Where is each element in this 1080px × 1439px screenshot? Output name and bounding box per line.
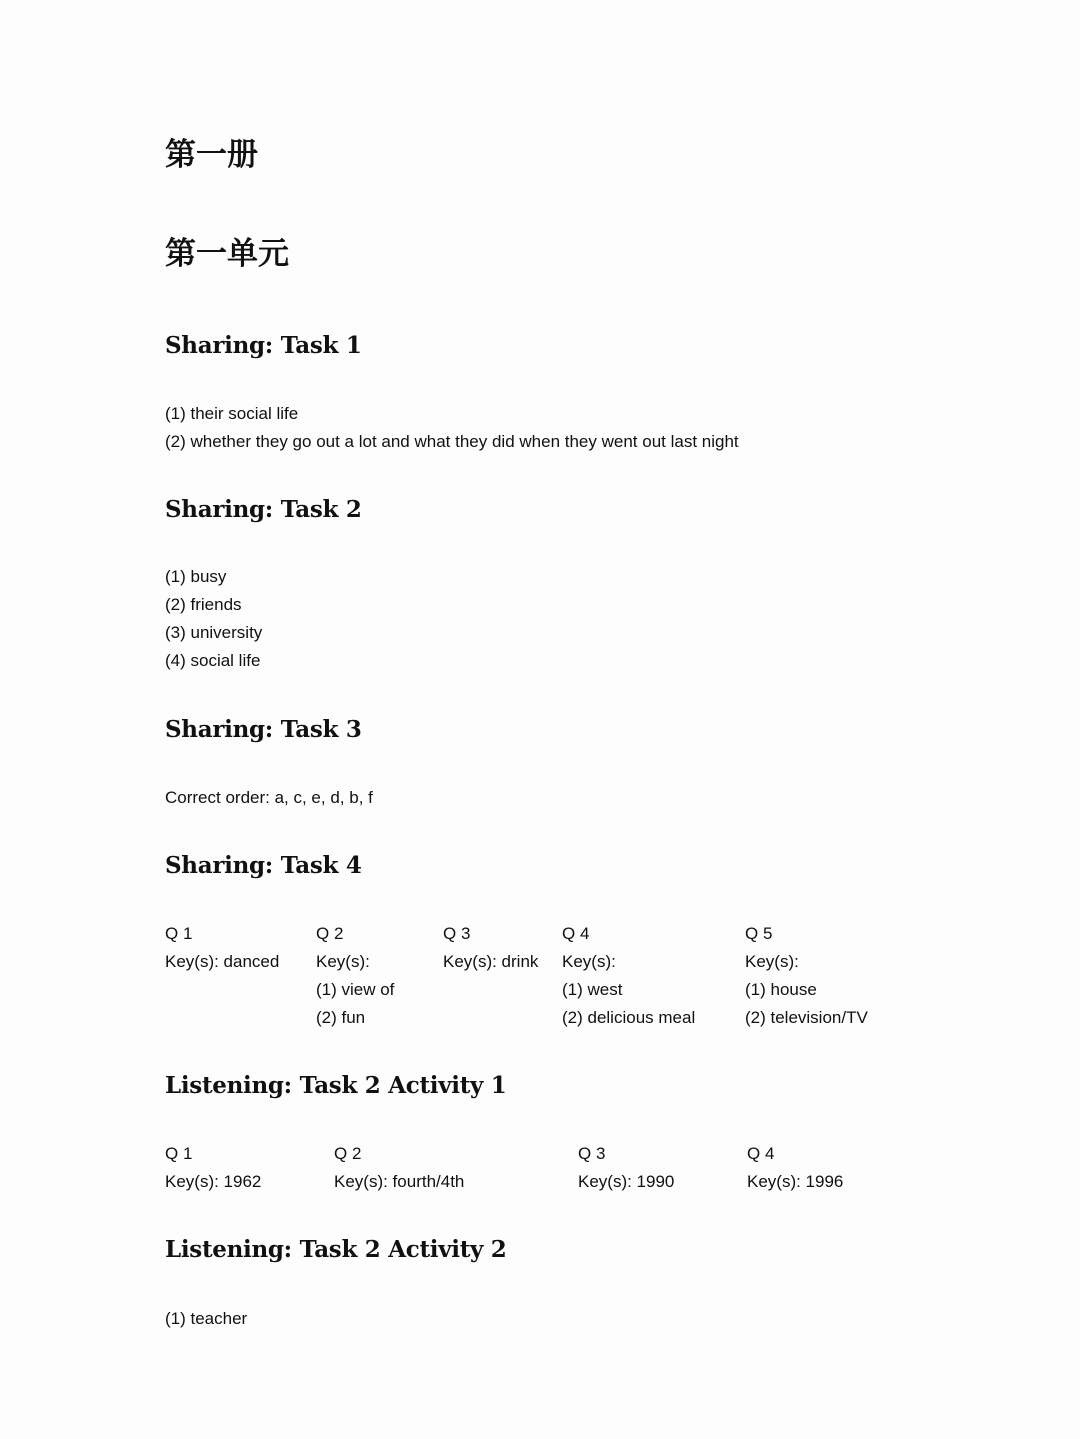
answer-line: (2) fun: [316, 1008, 366, 1027]
task2-answers: [165, 563, 262, 675]
answer-line: Key(s):: [745, 952, 799, 971]
answer-line: (1) teacher: [165, 1309, 248, 1328]
section-heading-listening1: Listening: Task 2 Activity 1: [165, 1072, 507, 1099]
task3-answer: Correct order: a, c, e, d, b, f: [165, 788, 373, 807]
question-label: Q 1: [165, 924, 193, 943]
book-title: 第一册: [165, 137, 258, 173]
question-label: Q 4: [747, 1144, 775, 1163]
section-heading-task4: Sharing: Task 4: [165, 852, 362, 879]
listening1-column-q3: [578, 1140, 674, 1196]
answer-line: Key(s): fourth/4th: [334, 1172, 465, 1191]
task1-answers: [165, 400, 739, 456]
answer-line: Key(s): 1962: [165, 1172, 262, 1191]
question-label: Q 5: [745, 924, 773, 943]
answer-line: (2) whether they go out a lot and what they did when they went out last night: [165, 432, 739, 451]
answer-line: Key(s):: [562, 952, 616, 971]
section-heading-task1: Sharing: Task 1: [165, 332, 362, 359]
question-label: Q 3: [443, 924, 471, 943]
answer-line: (1) busy: [165, 567, 227, 586]
listening1-column-q2: [334, 1140, 464, 1196]
answer-line: (4) social life: [165, 651, 261, 670]
answer-line: Key(s): danced: [165, 952, 280, 971]
task4-column-q4: [562, 920, 695, 1032]
answer-line: Key(s): drink: [443, 952, 539, 971]
listening2-answers: [165, 1305, 247, 1333]
listening1-column-q1: [165, 1140, 261, 1196]
question-label: Q 4: [562, 924, 590, 943]
task4-column-q2: [316, 920, 394, 1032]
answer-line: (1) house: [745, 980, 817, 999]
answer-line: (3) university: [165, 623, 263, 642]
task4-column-q1: [165, 920, 279, 976]
answer-line: (2) friends: [165, 595, 242, 614]
answer-line: (1) west: [562, 980, 623, 999]
section-heading-task3: Sharing: Task 3: [165, 716, 362, 743]
answer-line: Key(s): 1996: [747, 1172, 844, 1191]
question-label: Q 1: [165, 1144, 193, 1163]
answer-line: (2) delicious meal: [562, 1008, 696, 1027]
task4-column-q3: [443, 920, 538, 976]
answer-line: (2) television/TV: [745, 1008, 868, 1027]
task4-column-q5: [745, 920, 868, 1032]
section-heading-listening2: Listening: Task 2 Activity 2: [165, 1236, 507, 1263]
answer-line: Key(s): 1990: [578, 1172, 675, 1191]
answer-line: (1) their social life: [165, 404, 299, 423]
question-label: Q 3: [578, 1144, 606, 1163]
answer-line: Key(s):: [316, 952, 370, 971]
listening1-column-q4: [747, 1140, 843, 1196]
answer-line: (1) view of: [316, 980, 395, 999]
question-label: Q 2: [334, 1144, 362, 1163]
unit-title: 第一单元: [165, 236, 289, 272]
section-heading-task2: Sharing: Task 2: [165, 496, 362, 523]
question-label: Q 2: [316, 924, 344, 943]
